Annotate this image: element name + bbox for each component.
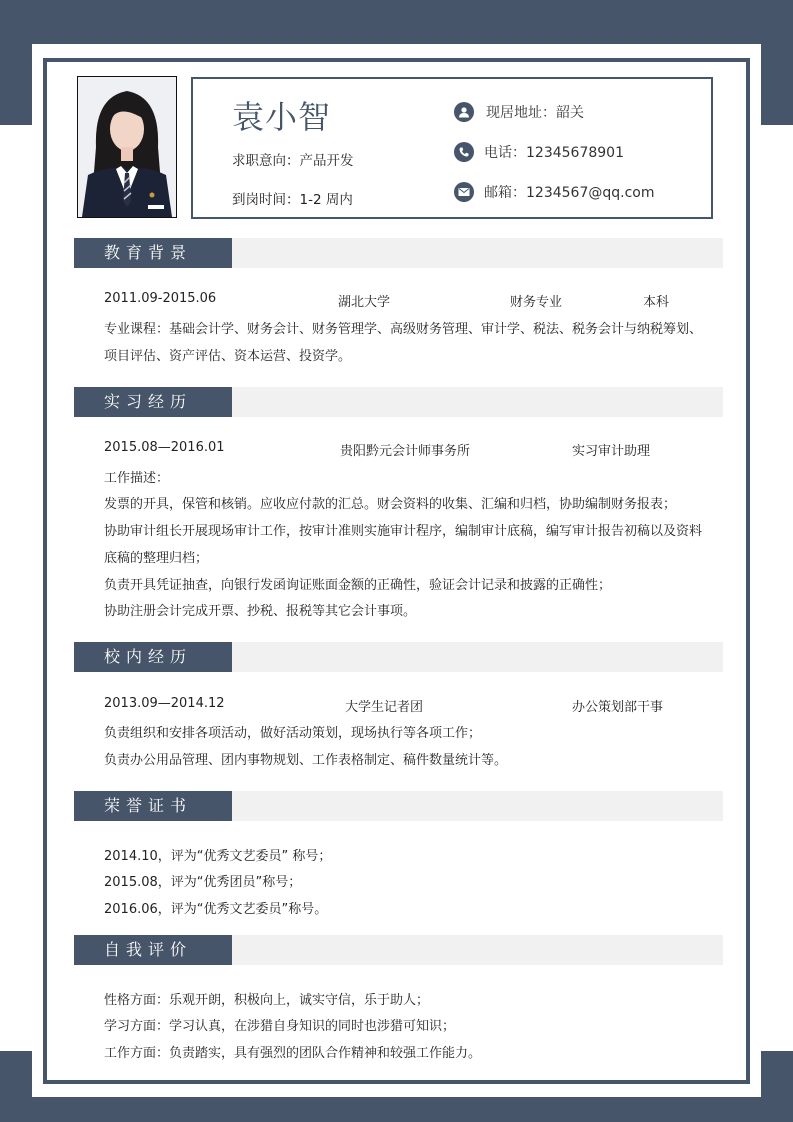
- mail-icon: [454, 182, 474, 202]
- bottom-left-block: [0, 1051, 32, 1122]
- top-left-block: [0, 0, 32, 125]
- eval-line: 性格方面：乐观开朗，积极向上，诚实守信，乐于助人；: [104, 993, 430, 1008]
- phone-icon: [454, 142, 474, 162]
- edu-period: 2011.09-2015.06: [104, 291, 217, 306]
- section-honors: [74, 791, 723, 821]
- section-education: [74, 238, 723, 268]
- top-right-block: [761, 0, 793, 125]
- job-intent: 求职意向：产品开发: [232, 153, 354, 169]
- email-text[interactable]: 邮箱：1234567@qq.com: [484, 185, 655, 201]
- section-internship: [74, 387, 723, 417]
- honor-line: 2014.10，评为“优秀文艺委员” 称号；: [104, 849, 332, 864]
- section-self-eval: [74, 935, 723, 965]
- bottom-band: [0, 1097, 793, 1122]
- user-icon: [454, 102, 474, 122]
- email-item: [454, 182, 654, 202]
- intern-line: 工作描述：: [104, 471, 170, 486]
- honor-line: 2015.08，评为“优秀团员”称号；: [104, 875, 302, 890]
- edu-school: 湖北大学: [338, 295, 391, 310]
- campus-org: 大学生记者团: [345, 700, 424, 715]
- campus-period: 2013.09—2014.12: [104, 696, 225, 711]
- campus-line: 负责组织和安排各项活动，做好活动策划，现场执行等各项工作；: [104, 726, 482, 741]
- intern-period: 2015.08—2016.01: [104, 440, 225, 455]
- top-band: [0, 0, 793, 44]
- eval-line: 学习方面：学习认真，在涉猎自身知识的同时也涉猎可知识；: [104, 1019, 456, 1034]
- address-text: 现居地址：韶关: [486, 105, 584, 121]
- section-title: 自我评价: [74, 935, 232, 965]
- intern-line: 协助审计组长开展现场审计工作，按审计准则实施审计程序，编制审计底稿，编写审计报告初稿以及资料: [104, 524, 703, 539]
- edu-line: 专业课程：基础会计学、财务会计、财务管理学、高级财务管理、审计学、税法、税务会计与纳税筹划、: [104, 322, 703, 337]
- intern-company: 贵阳黔元会计师事务所: [340, 444, 471, 459]
- intern-role: 实习审计助理: [572, 444, 651, 459]
- intern-line: 底稿的整理归档；: [104, 551, 209, 566]
- intern-line: 协助注册会计完成开票、抄税、报税等其它会计事项。: [104, 604, 417, 619]
- section-title: 教育背景: [74, 238, 232, 268]
- phone-text[interactable]: 电话：12345678901: [484, 145, 624, 161]
- section-title: 实习经历: [74, 387, 232, 417]
- candidate-name: 袁小智: [232, 98, 332, 136]
- profile-photo: [77, 76, 177, 218]
- bottom-right-block: [761, 1051, 793, 1122]
- campus-line: 负责办公用品管理、团内事物规划、工作表格制定、稿件数量统计等。: [104, 753, 508, 768]
- edu-degree: 本科: [643, 295, 670, 310]
- campus-role: 办公策划部干事: [572, 700, 664, 715]
- section-campus: [74, 642, 723, 672]
- address-item: [454, 102, 584, 122]
- phone-item: [454, 142, 624, 162]
- section-title: 校内经历: [74, 642, 232, 672]
- intern-line: 负责开具凭证抽查，向银行发函询证账面金额的正确性，验证会计记录和披露的正确性；: [104, 578, 612, 593]
- eval-line: 工作方面：负责踏实，具有强烈的团队合作精神和较强工作能力。: [104, 1046, 482, 1061]
- section-title: 荣誉证书: [74, 791, 232, 821]
- edu-line: 项目评估、资产评估、资本运营、投资学。: [104, 349, 352, 364]
- edu-major: 财务专业: [510, 295, 563, 310]
- intern-line: 发票的开具，保管和核销。应收应付款的汇总。财会资料的收集、汇编和归档，协助编制财务报表；: [104, 497, 677, 512]
- availability: 到岗时间：1-2 周内: [232, 192, 353, 208]
- honor-line: 2016.06，评为“优秀文艺委员”称号。: [104, 902, 328, 917]
